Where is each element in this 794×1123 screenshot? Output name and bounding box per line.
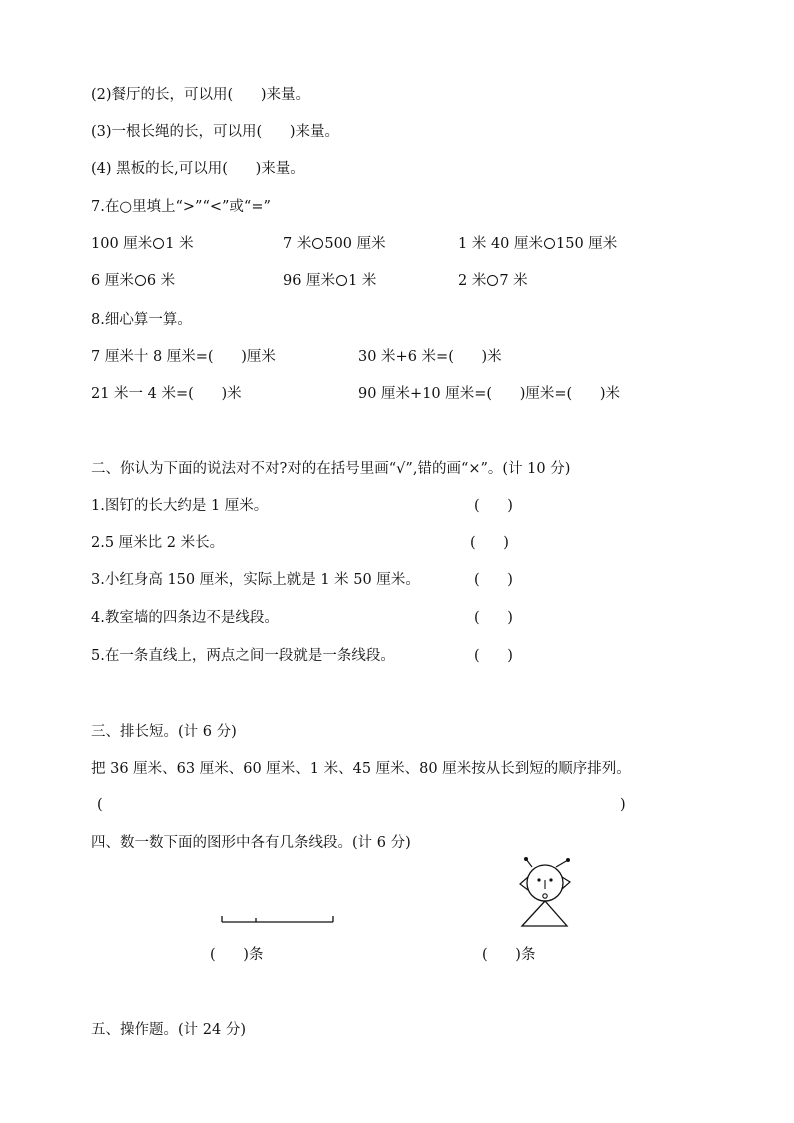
answer-parentheses: ( ) <box>474 648 513 664</box>
section-2-title: 二、你认为下面的说法对不对?对的在括号里画“√”,错的画“×”。(计 10 分) <box>91 461 571 477</box>
answer-parentheses: ( ) <box>474 498 513 514</box>
judge-statement: 3.小红身高 150 厘米，实际上就是 1 米 50 厘米。 <box>91 572 420 588</box>
compare-right: 1 米 <box>348 273 377 289</box>
judge-statement: 1.图钉的长大约是 1 厘米。 <box>91 498 269 514</box>
compare-right: 6 米 <box>146 273 176 289</box>
compare-right: 150 厘米 <box>556 236 618 252</box>
compare-left: 96 厘米 <box>283 273 336 289</box>
answer-parentheses: ( ) <box>470 535 509 551</box>
segment-count-answer: ( )条 <box>482 947 536 963</box>
q8-item: 7 厘米十 8 厘米=( )厘米 <box>91 349 276 365</box>
answer-close-paren: ) <box>620 797 626 813</box>
figure-person <box>505 850 585 932</box>
compare-left: 7 米 <box>283 236 312 252</box>
segment-count-answer: ( )条 <box>210 947 264 963</box>
q7-title: 7.在○里填上“>”“<”或“=” <box>91 199 271 215</box>
compare-circle <box>487 275 498 286</box>
q8-item: 30 米+6 米=( )米 <box>358 349 502 365</box>
q6-item-4: (4) 黑板的长,可以用( )来量。 <box>91 161 305 177</box>
compare-circle <box>153 238 164 249</box>
compare-item <box>458 272 528 290</box>
q6-item-3: (3)一根长绳的长，可以用( )来量。 <box>91 124 340 140</box>
compare-circle <box>312 238 323 249</box>
compare-right: 1 米 <box>165 236 194 252</box>
q8-item: 21 米一 4 米=( )米 <box>91 386 242 402</box>
section-4-title: 四、数一数下面的图形中各有几条线段。(计 6 分) <box>91 835 411 851</box>
compare-circle <box>135 275 146 286</box>
segment-figure <box>215 908 339 928</box>
compare-left: 2 米 <box>458 273 487 289</box>
q6-item-2: (2)餐厅的长，可以用( )来量。 <box>91 87 311 103</box>
answer-parentheses: ( ) <box>474 610 513 626</box>
compare-item <box>91 235 194 253</box>
q8-title: 8.细心算一算。 <box>91 312 192 328</box>
section-3-title: 三、排长短。(计 6 分) <box>91 724 237 740</box>
section-3-text: 把 36 厘米、63 厘米、60 厘米、1 米、45 厘米、80 厘米按从长到短的顺序排列。 <box>91 761 631 777</box>
compare-item <box>283 235 386 253</box>
q8-item: 90 厘米+10 厘米=( )厘米=( )米 <box>358 386 621 402</box>
judge-statement: 4.教室墙的四条边不是线段。 <box>91 610 279 626</box>
compare-left: 6 厘米 <box>91 273 134 289</box>
compare-right: 7 米 <box>499 273 528 289</box>
compare-item <box>91 272 175 290</box>
judge-statement: 5.在一条直线上，两点之间一段就是一条线段。 <box>91 648 395 664</box>
section-5-title: 五、操作题。(计 24 分) <box>91 1022 246 1038</box>
answer-open-paren: ( <box>97 797 103 813</box>
compare-right: 500 厘米 <box>324 236 386 252</box>
compare-left: 100 厘米 <box>91 236 153 252</box>
compare-item <box>458 235 617 253</box>
compare-left: 1 米 40 厘米 <box>458 236 544 252</box>
compare-item <box>283 272 376 290</box>
compare-circle <box>336 275 347 286</box>
answer-parentheses: ( ) <box>474 572 513 588</box>
compare-circle <box>544 238 555 249</box>
judge-statement: 2.5 厘米比 2 米长。 <box>91 535 225 551</box>
